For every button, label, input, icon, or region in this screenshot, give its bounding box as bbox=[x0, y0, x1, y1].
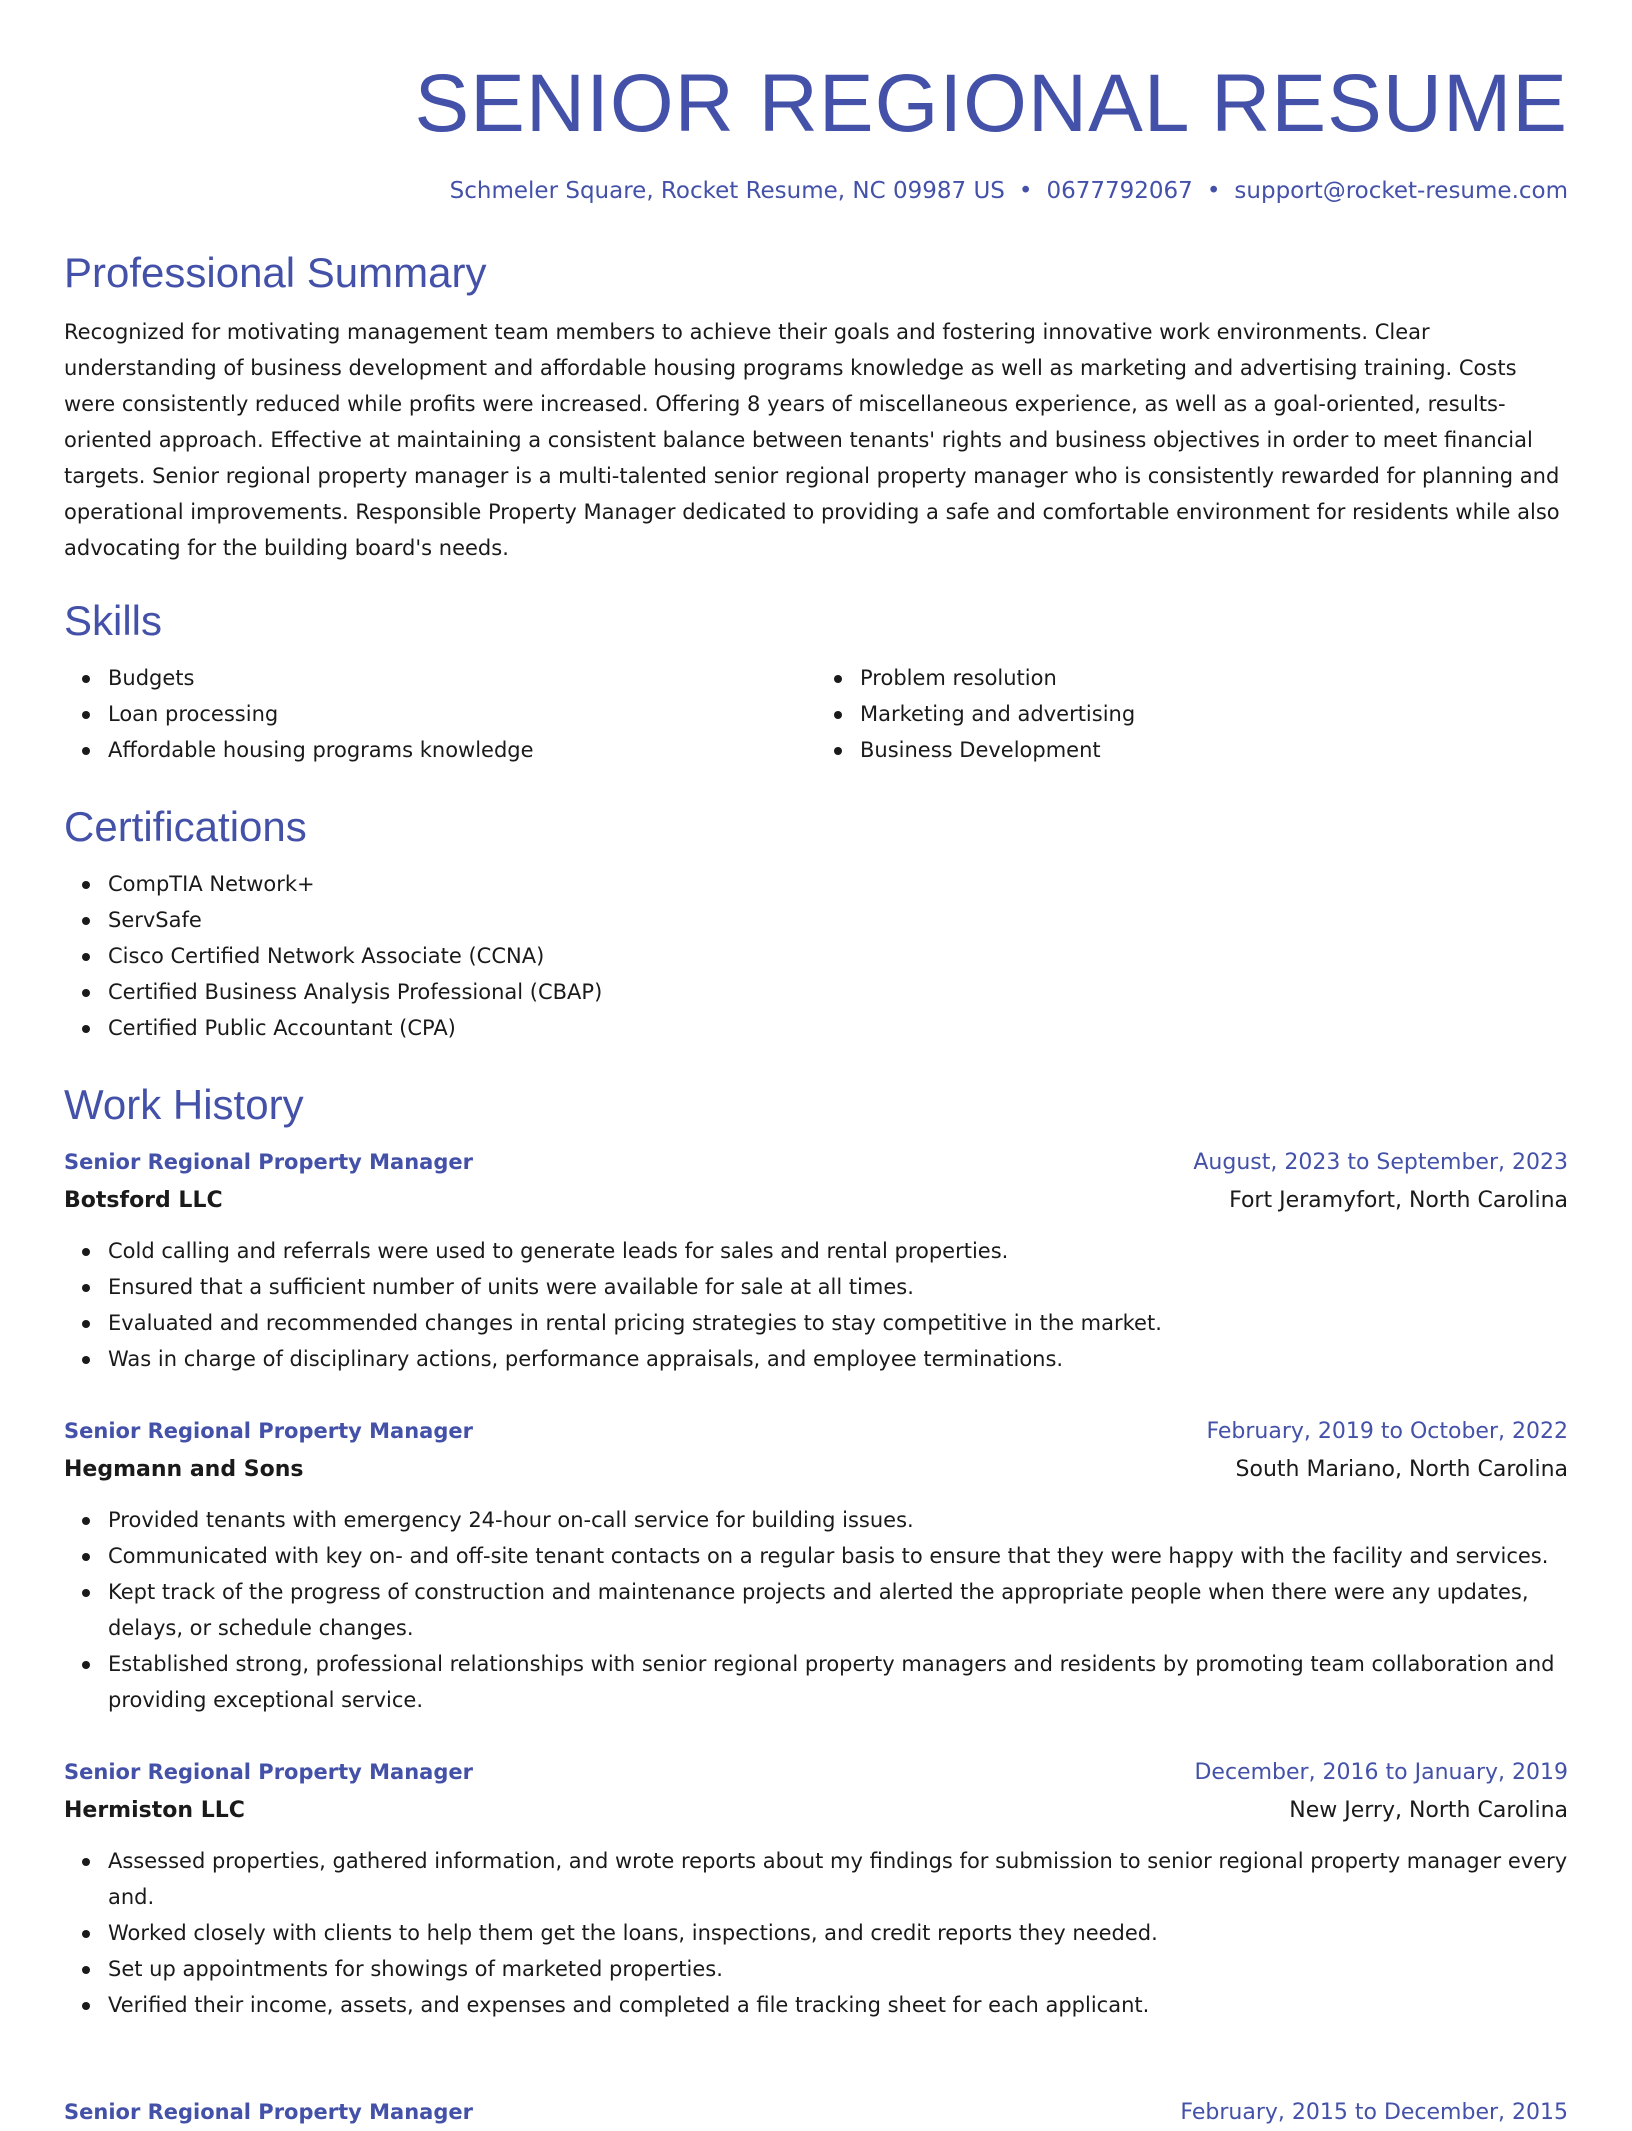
job-header bbox=[64, 1413, 1568, 1450]
job-dates: August, 2023 to September, 2023 bbox=[1193, 1150, 1568, 1175]
job-employer bbox=[64, 1791, 1568, 1831]
job-title: Senior Regional Property Manager bbox=[64, 2100, 473, 2124]
resume-name: SENIOR REGIONAL RESUME bbox=[414, 58, 1568, 149]
skill-item: Budgets bbox=[108, 660, 816, 696]
job-duties bbox=[64, 1502, 1568, 1718]
job-title: Senior Regional Property Manager bbox=[64, 1419, 473, 1443]
job-dates: December, 2016 to January, 2019 bbox=[1194, 1760, 1568, 1785]
job-title: Senior Regional Property Manager bbox=[64, 1760, 473, 1784]
job-dates: February, 2015 to December, 2015 bbox=[1180, 2100, 1568, 2125]
job-location: New Jerry, North Carolina bbox=[1289, 1798, 1568, 1823]
contact-address: Schmeler Square, Rocket Resume, NC 09987 US bbox=[449, 178, 1005, 204]
duty-item: Was in charge of disciplinary actions, performance appraisals, and employee terminations. bbox=[108, 1341, 1568, 1377]
job-dates: February, 2019 to October, 2022 bbox=[1206, 1419, 1568, 1444]
certifications-heading: Certifications bbox=[64, 803, 307, 850]
skill-item: Marketing and advertising bbox=[860, 696, 1568, 732]
skill-item: Business Development bbox=[860, 732, 1568, 768]
skills-list-left bbox=[64, 660, 816, 768]
resume-page bbox=[64, 0, 1568, 2125]
duty-item: Verified their income, assets, and expenses and completed a file tracking sheet for each applicant. bbox=[108, 1987, 1568, 2023]
job-header-cutoff bbox=[64, 2094, 1568, 2131]
job-header bbox=[64, 1754, 1568, 1791]
summary-heading: Professional Summary bbox=[64, 249, 487, 296]
duty-item: Kept track of the progress of construction and maintenance projects and alerted the appropriate people when there were any updates, delays, or schedule changes. bbox=[108, 1574, 1568, 1646]
certification-item: Cisco Certified Network Associate (CCNA) bbox=[108, 938, 1568, 974]
contact-phone: 0677792067 bbox=[1046, 178, 1193, 204]
skill-item: Affordable housing programs knowledge bbox=[108, 732, 816, 768]
contact-separator: • bbox=[1018, 178, 1033, 204]
certification-item: Certified Business Analysis Professional (CBAP) bbox=[108, 974, 1568, 1010]
summary-text: Recognized for motivating management team members to achieve their goals and fostering innovative work environments. Clear understanding of business development and affordable housing programs knowledge as well as marketing and advertising training. Costs were consistently reduced while profits were increased. Offering 8 years of miscellaneous experience, as well as a goal-oriented, results-oriented approach. Effective at maintaining a consistent balance between tenants' rights and business objectives in order to meet financial targets. Senior regional property manager is a multi-talented senior regional property manager who is consistently rewarded for planning and operational improvements. Responsible Property Manager dedicated to providing a safe and comfortable environment for residents while also advocating for the building board's needs. bbox=[64, 320, 1560, 560]
duty-item: Communicated with key on- and off-site tenant contacts on a regular basis to ensure that they were happy with the facility and services. bbox=[108, 1538, 1568, 1574]
work-history-heading: Work History bbox=[64, 1081, 304, 1128]
job-company: Hermiston LLC bbox=[64, 1798, 245, 1823]
job-location: Fort Jeramyfort, North Carolina bbox=[1229, 1188, 1568, 1213]
job-duties bbox=[64, 1233, 1568, 1377]
contact-line bbox=[64, 176, 1568, 206]
job-company: Hegmann and Sons bbox=[64, 1457, 304, 1482]
duty-item: Evaluated and recommended changes in rental pricing strategies to stay competitive in the market. bbox=[108, 1305, 1568, 1341]
duty-item: Assessed properties, gathered information, and wrote reports about my findings for submission to senior regional property manager every and. bbox=[108, 1843, 1568, 1915]
duty-item: Established strong, professional relationships with senior regional property managers and residents by promoting team collaboration and providing exceptional service. bbox=[108, 1646, 1568, 1718]
duty-item: Provided tenants with emergency 24-hour on-call service for building issues. bbox=[108, 1502, 1568, 1538]
certification-item: CompTIA Network+ bbox=[108, 866, 1568, 902]
job-location: South Mariano, North Carolina bbox=[1235, 1457, 1568, 1482]
duty-item: Worked closely with clients to help them get the loans, inspections, and credit reports they needed. bbox=[108, 1915, 1568, 1951]
contact-email: support@rocket-resume.com bbox=[1234, 178, 1568, 204]
skills-columns bbox=[64, 660, 1568, 768]
job-employer bbox=[64, 1450, 1568, 1490]
job-company: Botsford LLC bbox=[64, 1188, 223, 1213]
skill-item: Loan processing bbox=[108, 696, 816, 732]
skills-heading: Skills bbox=[64, 597, 163, 644]
skill-item: Problem resolution bbox=[860, 660, 1568, 696]
certifications-list bbox=[64, 866, 1568, 1046]
job-header bbox=[64, 1144, 1568, 1181]
job-entry bbox=[64, 1413, 1568, 1718]
job-duties bbox=[64, 1843, 1568, 2023]
skills-list-right bbox=[816, 660, 1568, 768]
certification-item: ServSafe bbox=[108, 902, 1568, 938]
certification-item: Certified Public Accountant (CPA) bbox=[108, 1010, 1568, 1046]
duty-item: Ensured that a sufficient number of units were available for sale at all times. bbox=[108, 1269, 1568, 1305]
job-entry bbox=[64, 1144, 1568, 1377]
duty-item: Set up appointments for showings of marketed properties. bbox=[108, 1951, 1568, 1987]
job-employer bbox=[64, 1181, 1568, 1221]
contact-separator: • bbox=[1206, 178, 1221, 204]
job-title: Senior Regional Property Manager bbox=[64, 1150, 473, 1174]
duty-item: Cold calling and referrals were used to generate leads for sales and rental properties. bbox=[108, 1233, 1568, 1269]
job-entry bbox=[64, 1754, 1568, 2023]
